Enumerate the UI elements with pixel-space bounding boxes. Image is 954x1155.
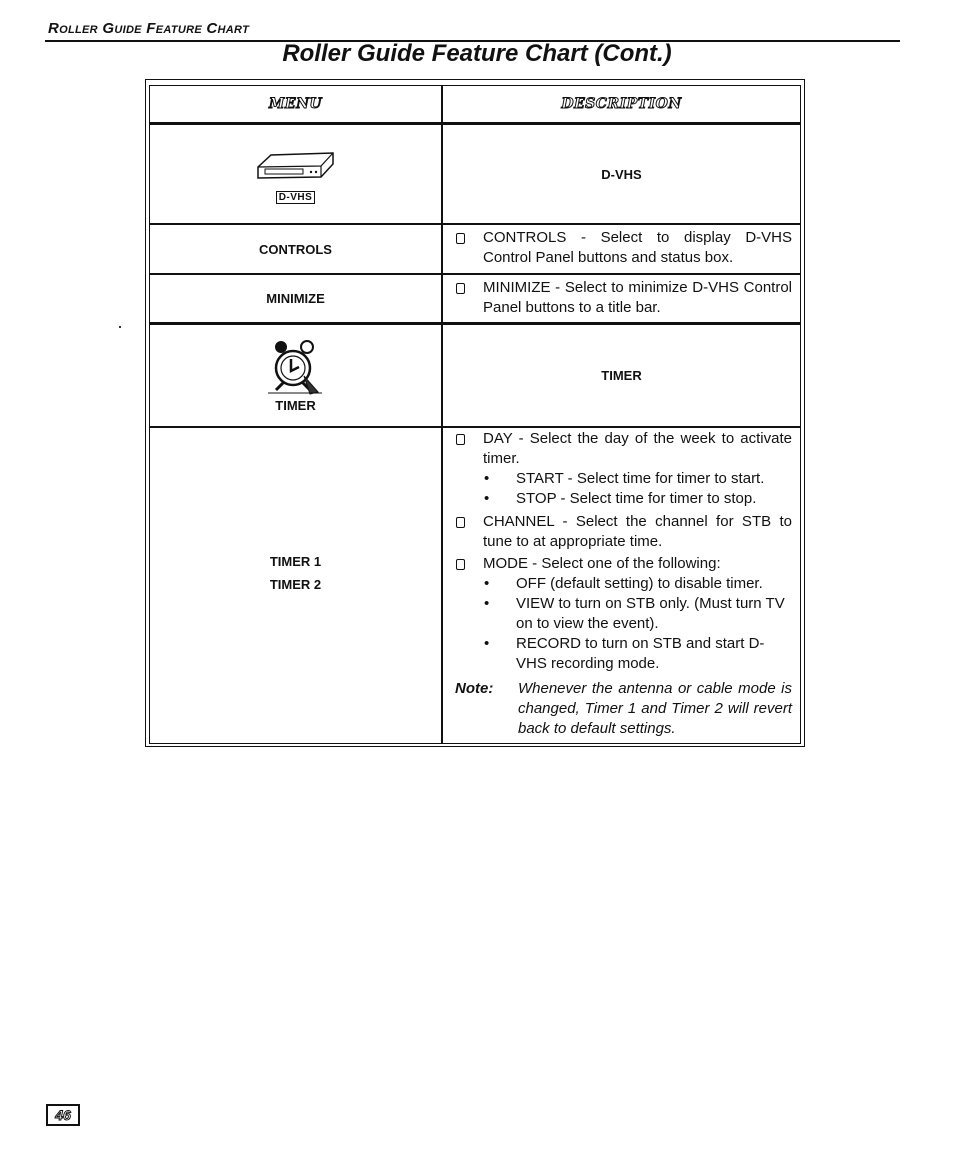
vhs-title: D-VHS	[601, 166, 642, 182]
timer-icon-label: TIMER	[275, 397, 316, 413]
timer-settings-menu-cell	[150, 428, 441, 743]
timer-description-cell	[443, 325, 800, 425]
controls-description-cell	[443, 225, 800, 273]
record-suboption	[455, 634, 792, 674]
minimize-description-cell	[443, 275, 800, 322]
minimize-menu-label: MINIMIZE	[266, 291, 325, 306]
timer-1-label: TIMER 1	[269, 553, 322, 569]
stop-suboption-text: STOP - Select time for timer to stop.	[516, 490, 757, 507]
checkbox-icon	[456, 559, 465, 570]
start-suboption	[455, 469, 792, 489]
note-text: Whenever the antenna or cable mode is changed, Timer 1 and Timer 2 will revert back to default settings.	[518, 680, 792, 737]
vhs-description-cell	[443, 125, 800, 223]
off-suboption	[455, 574, 792, 594]
mode-option-text: MODE - Select one of the following:	[483, 555, 721, 572]
timer-title: TIMER	[601, 367, 642, 383]
controls-description-text: CONTROLS - Select to display D-VHS Control Panel buttons and status box.	[483, 229, 792, 266]
checkbox-icon	[456, 517, 465, 528]
start-suboption-text: START - Select time for timer to start.	[516, 470, 765, 487]
controls-description	[455, 228, 792, 268]
section-header: Roller Guide Feature Chart	[48, 20, 250, 37]
view-suboption-text: VIEW to turn on STB only. (Must turn TV on to view the event).	[516, 595, 785, 632]
minimize-menu-cell	[150, 275, 441, 322]
menu-header-label: MENU	[268, 96, 323, 112]
bullet-icon: •	[484, 470, 490, 487]
minimize-description	[455, 278, 792, 318]
margin-dot	[119, 326, 121, 328]
vhs-badge: D-VHS	[276, 191, 316, 204]
controls-menu-cell	[150, 225, 441, 273]
off-suboption-text: OFF (default setting) to disable timer.	[516, 575, 763, 592]
feature-table	[149, 85, 801, 744]
day-option	[455, 429, 792, 469]
channel-option	[455, 512, 792, 552]
controls-menu-label: CONTROLS	[259, 241, 332, 257]
checkbox-icon	[456, 233, 465, 244]
stop-suboption	[455, 489, 792, 509]
timer-2-label: TIMER 2	[269, 576, 322, 592]
timer-settings-description-cell	[443, 428, 800, 743]
alarm-clock-icon	[264, 338, 328, 400]
vcr-icon	[255, 145, 337, 187]
page-title: Roller Guide Feature Chart (Cont.)	[282, 40, 672, 67]
channel-option-text: CHANNEL - Select the channel for STB to tune to at appropriate time.	[483, 513, 792, 550]
record-suboption-text: RECORD to turn on STB and start D-VHS recording mode.	[516, 635, 765, 672]
bullet-icon: •	[484, 490, 490, 507]
checkbox-icon	[456, 283, 465, 294]
bullet-icon: •	[484, 595, 490, 612]
timer-menu-cell	[150, 325, 441, 425]
view-suboption	[455, 594, 792, 634]
vhs-menu-cell	[150, 125, 441, 223]
note-label: Note:	[455, 680, 494, 697]
description-header-label: DESCRIPTION	[561, 96, 682, 112]
description-column-header	[443, 86, 800, 122]
bullet-icon: •	[484, 635, 490, 652]
timer-note	[455, 679, 792, 739]
day-option-text: DAY - Select the day of the week to activate timer.	[483, 430, 792, 467]
minimize-description-text: MINIMIZE - Select to minimize D-VHS Control Panel buttons to a title bar.	[483, 279, 792, 316]
checkbox-icon	[456, 434, 465, 445]
mode-option	[455, 554, 792, 574]
bullet-icon: •	[484, 575, 490, 592]
page-number: 46	[46, 1104, 80, 1126]
menu-column-header	[150, 86, 441, 122]
